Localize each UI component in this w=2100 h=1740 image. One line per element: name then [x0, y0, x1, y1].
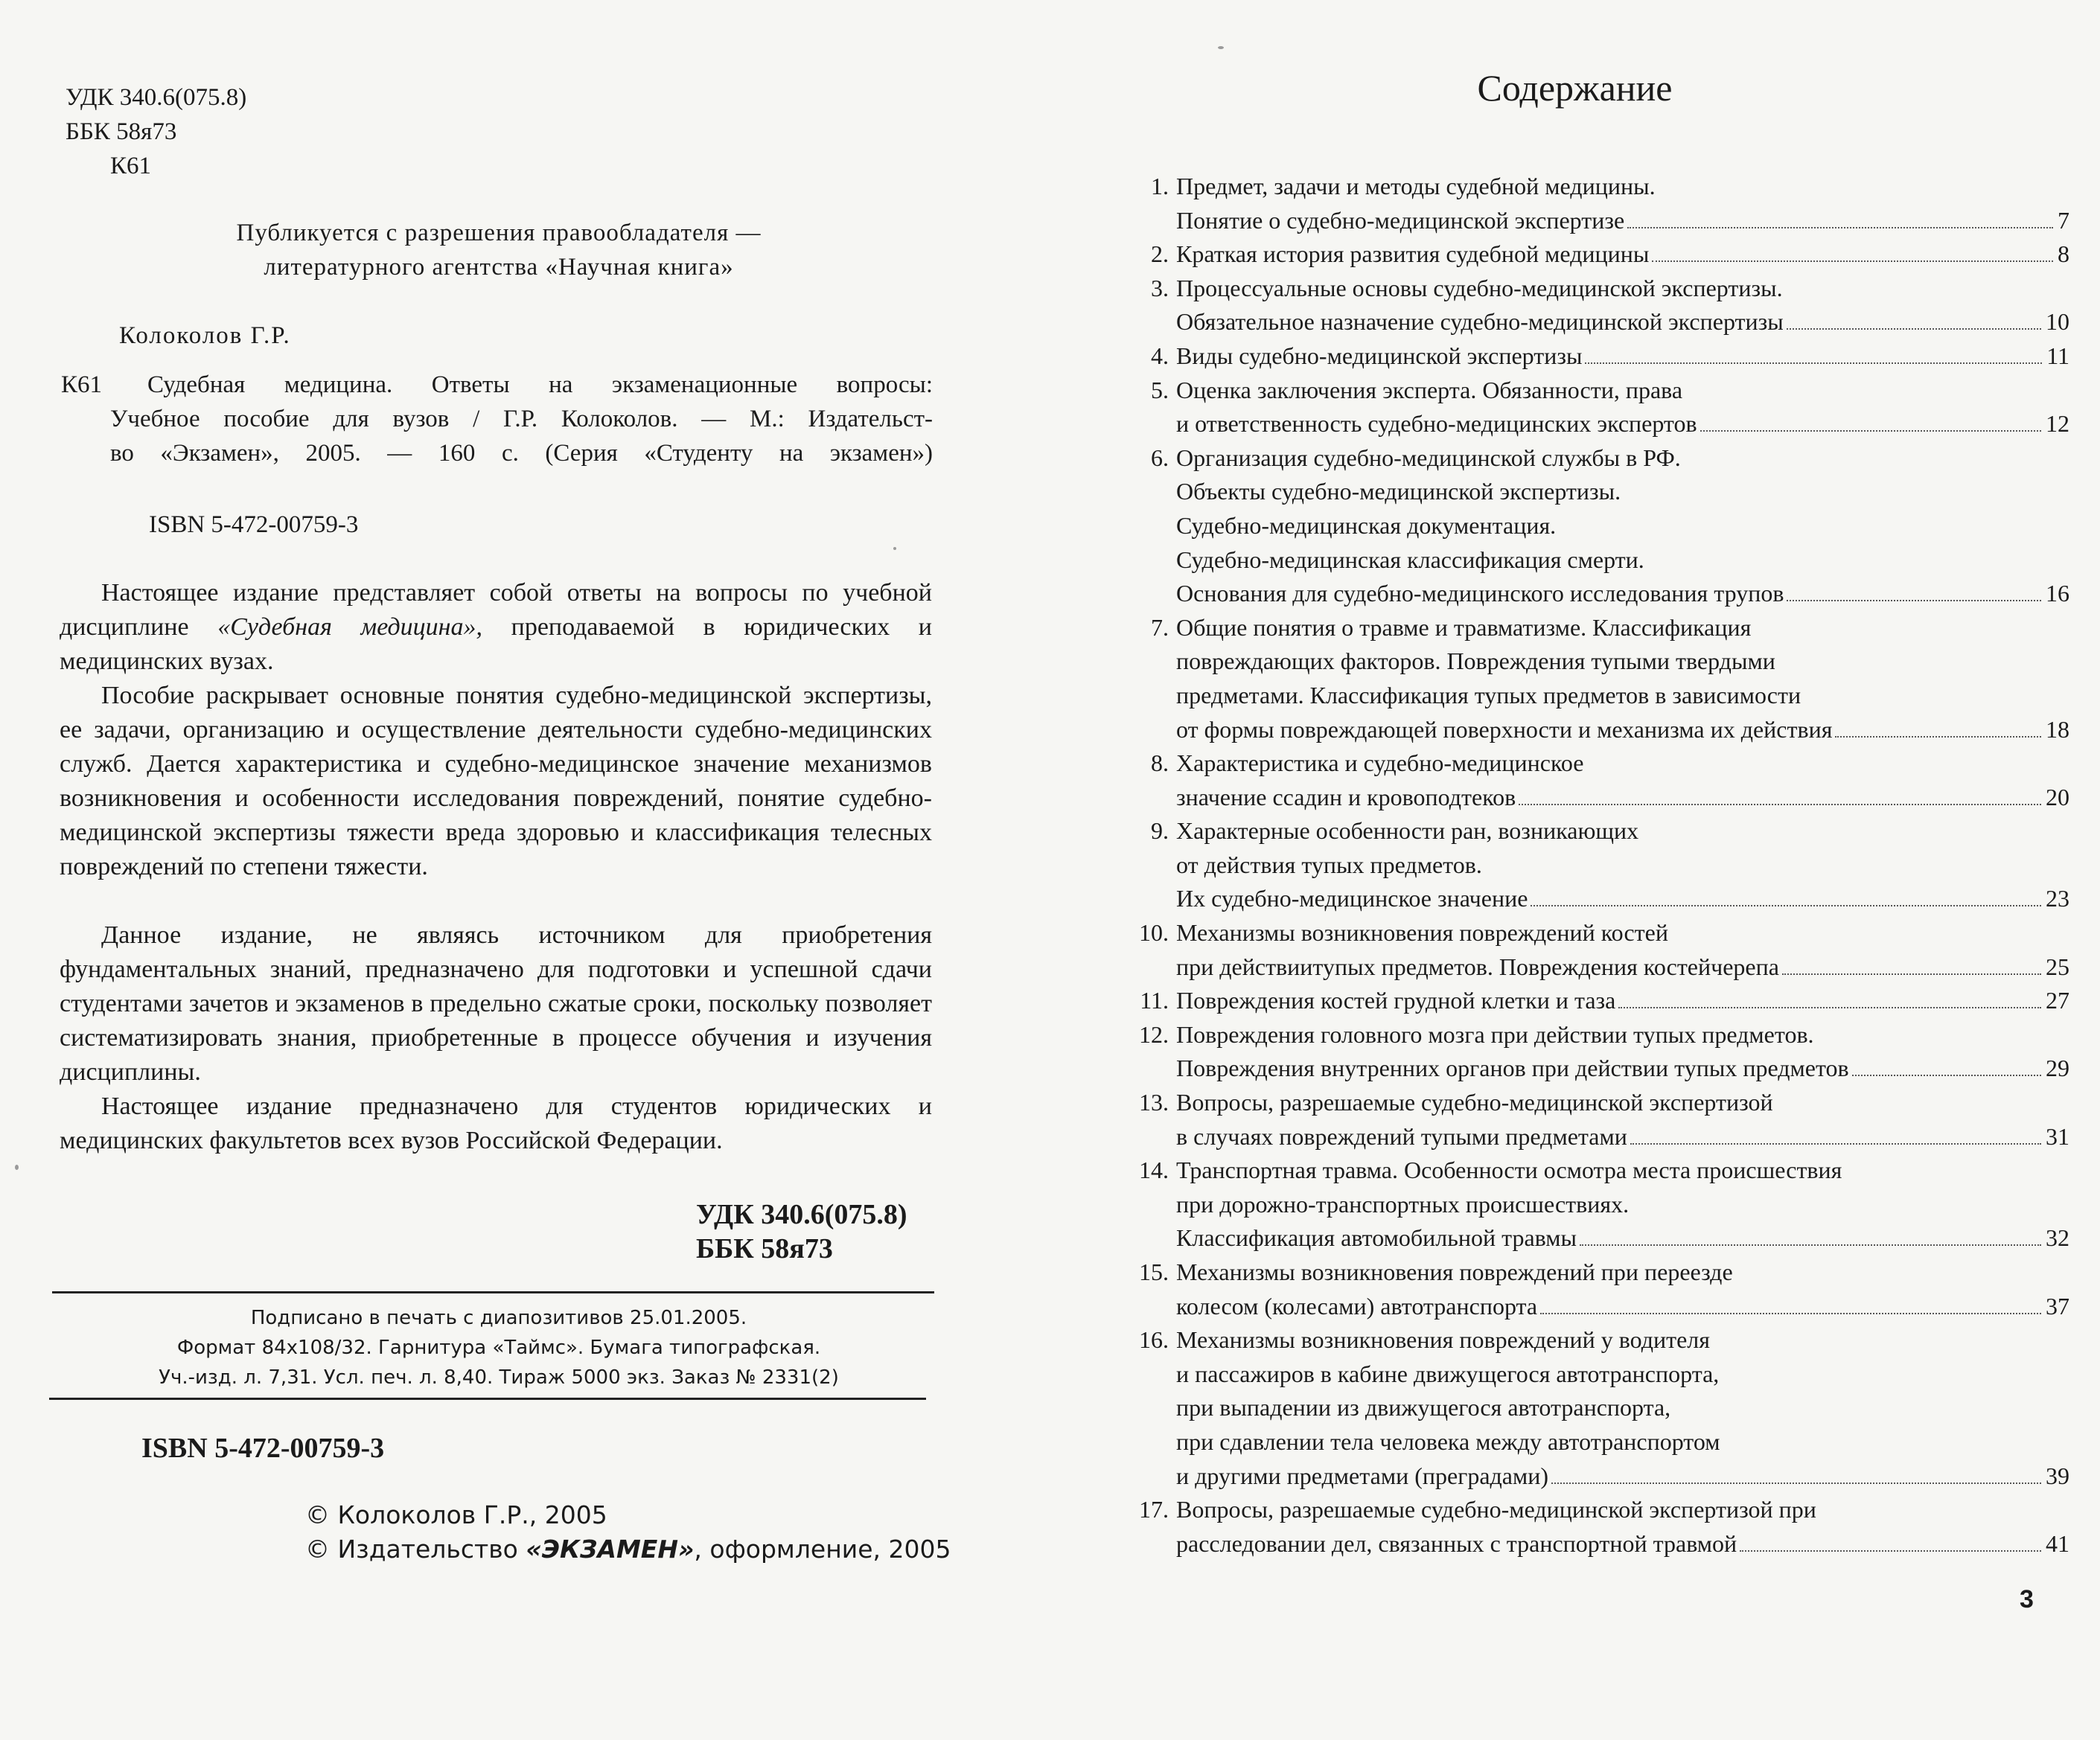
discipline-name: «Судебная медицина»,: [217, 613, 483, 641]
toc-line: [1087, 1493, 2069, 1527]
copyright-publisher-suffix: , оформление, 2005: [694, 1535, 951, 1564]
toc-entry-title: Организация судебно-медицинской службы в РФ.: [1176, 444, 1681, 471]
toc-line: [1087, 577, 2069, 611]
catalog-code: К61: [61, 371, 103, 398]
toc-entry: [1087, 746, 2069, 814]
toc-line: [1087, 679, 2069, 713]
toc-page-number: 11: [2046, 342, 2069, 369]
udk-bold: УДК 340.6(075.8): [696, 1199, 907, 1230]
toc-dot-leader: [1852, 1075, 2041, 1076]
toc-entry: [1087, 916, 2069, 984]
isbn-line: ISBN 5-472-00759-3: [149, 511, 359, 538]
toc-entry-title: Краткая история развития судебной медицины: [1176, 240, 1650, 268]
toc-entry-title: и пассажиров в кабине движущегося автотранспорта,: [1176, 1360, 1720, 1387]
toc-entry: [1087, 611, 2069, 746]
toc-entry: [1087, 272, 2069, 339]
toc-line: [1087, 713, 2069, 747]
toc-entry-title: Механизмы возникновения повреждений костей: [1176, 919, 1668, 947]
toc-line: [1087, 272, 2069, 306]
toc-line: [1087, 1323, 2069, 1357]
toc-entry-title: Механизмы возникновения повреждений при переезде: [1176, 1258, 1733, 1285]
annotation-paragraph-4: Настоящее издание предназначено для студентов юридических и медицинских факультетов всех вузов Российской Федерации.: [60, 1093, 932, 1154]
copyright-author: © Колоколов Г.Р., 2005: [305, 1500, 607, 1529]
toc-dot-leader: [1580, 1244, 2041, 1246]
toc-page-number: 37: [2046, 1292, 2069, 1320]
toc-entry-title: Предмет, задачи и методы судебной медицины.: [1176, 173, 1656, 199]
toc-entry-number: 5.: [1151, 376, 1169, 403]
annotation-paragraph-1: [60, 576, 932, 679]
toc-entry-number: 8.: [1151, 749, 1169, 777]
toc-entry-title: Судебно-медицинская классификация смерти.: [1176, 546, 1644, 573]
toc-page-number: 18: [2046, 715, 2069, 743]
toc-line: [1087, 1154, 2069, 1188]
toc-line: [1087, 848, 2069, 883]
catalog-line-1: Судебная медицина. Ответы на экзаменационные вопросы:: [147, 371, 933, 398]
toc-entry-title: Вопросы, разрешаемые судебно-медицинской экспертизой при: [1176, 1496, 1816, 1523]
toc-dot-leader: [1531, 905, 2041, 906]
toc-dot-leader: [1740, 1550, 2041, 1552]
toc-entry: [1087, 339, 2069, 374]
toc-dot-leader: [1540, 1313, 2041, 1314]
toc-entry-number: 17.: [1139, 1496, 1169, 1523]
toc-entry-title: предметами. Классификация тупых предметов в зависимости: [1176, 681, 1801, 709]
toc-line: [1087, 1120, 2069, 1154]
toc-entry-title: Общие понятия о травме и травматизме. Классификация: [1176, 613, 1752, 641]
toc-page-number: 10: [2046, 308, 2069, 336]
toc-line: [1087, 1018, 2069, 1052]
toc-page-number: 29: [2046, 1055, 2069, 1082]
toc-entry-title: колесом (колесами) автотранспорта: [1176, 1292, 1538, 1320]
toc-dot-leader: [1618, 1007, 2041, 1008]
toc-page-number: 39: [2046, 1462, 2069, 1489]
toc-dot-leader: [1585, 362, 2042, 364]
bbk-bold: ББК 58я73: [696, 1233, 833, 1264]
toc-dot-leader: [1787, 600, 2041, 601]
toc-entry: [1087, 170, 2069, 237]
scan-speck: [893, 547, 896, 550]
catalog-line-2: Учебное пособие для вузов / Г.Р. Колоколов. — М.: Издательст-: [110, 406, 933, 432]
toc-entry: [1087, 1086, 2069, 1154]
toc-entry-number: 1.: [1151, 173, 1169, 199]
toc-line: [1087, 644, 2069, 679]
toc-entry-title: при выпадении из движущегося автотранспорта,: [1176, 1394, 1671, 1421]
toc-page-number: 25: [2046, 953, 2069, 980]
udk-code: УДК 340.6(075.8): [66, 84, 247, 111]
toc-line: [1087, 374, 2069, 408]
imprint-line-3: Уч.-изд. л. 7,31. Усл. печ. л. 8,40. Тираж 5000 экз. Заказ № 2331(2): [159, 1366, 839, 1389]
toc-entry: [1087, 1018, 2069, 1086]
toc-entry-number: 4.: [1151, 342, 1169, 369]
toc-line: [1087, 814, 2069, 848]
toc-entry-title: Характерные особенности ран, возникающих: [1176, 817, 1639, 845]
permission-line-1: Публикуется с разрешения правообладателя —: [236, 220, 762, 246]
publisher-name: «ЭКЗАМЕН»: [526, 1535, 695, 1564]
toc-title: Содержание: [1477, 67, 1673, 109]
toc-line: [1087, 746, 2069, 781]
toc-line: [1087, 916, 2069, 950]
toc-entry-title: Транспортная травма. Особенности осмотра места происшествия: [1176, 1157, 1842, 1184]
toc-line: [1087, 475, 2069, 509]
toc-entry-title: Механизмы возникновения повреждений у водителя: [1176, 1326, 1710, 1354]
toc-dot-leader: [1782, 973, 2041, 975]
toc-line: [1087, 1052, 2069, 1086]
toc-entry: [1087, 814, 2069, 916]
toc-dot-leader: [1835, 736, 2041, 738]
toc-line: [1087, 781, 2069, 815]
toc-entry: [1087, 1493, 2069, 1561]
toc-page-number: 27: [2046, 987, 2069, 1014]
toc-entry-title: при дорожно-транспортных происшествиях.: [1176, 1190, 1630, 1218]
table-of-contents: [1087, 170, 2069, 1561]
scan-speck: [1218, 46, 1224, 49]
toc-page-number: 8: [2058, 240, 2069, 268]
toc-line: [1087, 407, 2069, 441]
toc-line: [1087, 339, 2069, 374]
toc-entry-title: Процессуальные основы судебно-медицинской экспертизы.: [1176, 274, 1783, 301]
toc-entry-title: Повреждения внутренних органов при действии тупых предметов: [1176, 1055, 1849, 1082]
imprint-top-rule: [52, 1291, 934, 1293]
imprint-line-2: Формат 84x108/32. Гарнитура «Таймс». Бумага типографская.: [176, 1337, 821, 1359]
toc-entry: [1087, 374, 2069, 441]
toc-entry-title: и другими предметами (преградами): [1176, 1462, 1549, 1489]
toc-line: [1087, 1391, 2069, 1425]
toc-entry: [1087, 984, 2069, 1018]
toc-entry: [1087, 441, 2069, 611]
toc-entry-title: и ответственность судебно-медицинских экспертов: [1176, 410, 1697, 438]
toc-entry-title: при действиитупых предметов. Повреждения костейчерепа: [1176, 953, 1779, 980]
toc-entry-title: Повреждения костей грудной клетки и таза: [1176, 987, 1616, 1014]
toc-entry-title: Судебно-медицинская документация.: [1176, 511, 1557, 539]
toc-dot-leader: [1630, 1143, 2041, 1145]
toc-entry-title: в случаях повреждений тупыми предметами: [1176, 1122, 1627, 1150]
toc-line: [1087, 882, 2069, 916]
toc-entry-number: 13.: [1139, 1089, 1169, 1116]
toc-entry: [1087, 1323, 2069, 1493]
toc-entry-title: Характеристика и судебно-медицинское: [1176, 749, 1584, 777]
toc-page-number: 31: [2046, 1122, 2069, 1150]
toc-line: [1087, 1527, 2069, 1561]
toc-line: [1087, 204, 2069, 238]
right-page: [1050, 0, 2100, 1740]
bbk-code: ББК 58я73: [66, 118, 177, 145]
imprint-bottom-rule: [49, 1398, 926, 1400]
toc-entry-title: Основания для судебно-медицинского исследования трупов: [1176, 580, 1784, 607]
toc-page-number: 41: [2046, 1529, 2069, 1557]
paragraph-1-start: Настоящее издание представляет собой ответы на вопросы по учебной дисциплине: [60, 579, 932, 641]
toc-dot-leader: [1652, 260, 2053, 262]
toc-line: [1087, 237, 2069, 272]
toc-entry-number: 2.: [1151, 240, 1169, 268]
toc-line: [1087, 611, 2069, 645]
toc-page-number: 7: [2058, 206, 2069, 234]
annotation-paragraph-2: Пособие раскрывает основные понятия судебно-медицинской экспертизы, ее задачи, организацию и осуществление деятельности судебно-медицинских служб. Дается характеристика и судебно-медицинское значение механизмов возникновения и особенности исследования повреждений, понятие судебно-медицинской экспертизы тяжести вреда здоровью и классификация телесных повреждений по степени тяжести.: [60, 682, 932, 880]
toc-page-number: 20: [2046, 783, 2069, 810]
toc-entry-number: 9.: [1151, 817, 1169, 845]
catalog-line-3: во «Экзамен», 2005. — 160 с. (Серия «Студенту на экзамен»): [110, 440, 933, 467]
toc-entry-title: Понятие о судебно-медицинской экспертизе: [1176, 206, 1625, 234]
toc-entry-title: Оценка заключения эксперта. Обязанности, права: [1176, 376, 1683, 403]
toc-entry-title: Повреждения головного мозга при действии тупых предметов.: [1176, 1020, 1814, 1048]
toc-entry-number: 10.: [1139, 919, 1169, 947]
toc-entry-title: значение ссадин и кровоподтеков: [1176, 783, 1516, 810]
toc-line: [1087, 1357, 2069, 1392]
toc-line: [1087, 1221, 2069, 1256]
toc-line: [1087, 1425, 2069, 1459]
toc-entry: [1087, 1154, 2069, 1256]
toc-entry-number: 7.: [1151, 613, 1169, 641]
toc-line: [1087, 1086, 2069, 1120]
toc-page-number: 23: [2046, 885, 2069, 912]
toc-line: [1087, 441, 2069, 476]
toc-line: [1087, 950, 2069, 985]
toc-line: [1087, 1188, 2069, 1222]
toc-page-number: 16: [2046, 580, 2069, 607]
toc-line: [1087, 984, 2069, 1018]
toc-line: [1087, 1290, 2069, 1324]
toc-entry-title: Классификация автомобильной травмы: [1176, 1224, 1577, 1252]
toc-dot-leader: [1627, 227, 2053, 228]
toc-line: [1087, 1256, 2069, 1290]
toc-entry: [1087, 237, 2069, 272]
toc-entry-title: при сдавлении тела человека между автотранспортом: [1176, 1427, 1720, 1455]
toc-dot-leader: [1551, 1482, 2041, 1484]
toc-page-number: 12: [2046, 410, 2069, 438]
toc-entry-number: 16.: [1139, 1326, 1169, 1354]
toc-dot-leader: [1519, 804, 2041, 805]
scan-speck: [15, 1165, 19, 1170]
toc-entry-title: Объекты судебно-медицинской экспертизы.: [1176, 478, 1621, 505]
toc-entry-title: Обязательное назначение судебно-медицинской экспертизы: [1176, 308, 1784, 336]
toc-line: [1087, 509, 2069, 543]
page-number: 3: [2020, 1585, 2034, 1613]
toc-entry-number: 6.: [1151, 444, 1169, 471]
toc-line: [1087, 305, 2069, 339]
author-heading: Колоколов Г.Р.: [119, 322, 291, 349]
toc-line: [1087, 170, 2069, 204]
annotation-paragraph-3: Данное издание, не являясь источником для приобретения фундаментальных знаний, предназначено для подготовки и успешной сдачи студентами зачетов и экзаменов в предельно сжатые сроки, поскольку позволяет систематизировать знания, приобретенные в процессе обучения и изучения дисциплины.: [60, 921, 932, 1086]
toc-entry-number: 11.: [1140, 987, 1169, 1014]
toc-entry-title: Виды судебно-медицинской экспертизы: [1176, 342, 1583, 369]
toc-entry-title: повреждающих факторов. Повреждения тупыми твердыми: [1176, 647, 1775, 675]
toc-entry-number: 12.: [1139, 1020, 1169, 1048]
toc-entry-number: 14.: [1139, 1157, 1169, 1184]
isbn-bold: ISBN 5-472-00759-3: [141, 1433, 385, 1464]
toc-line: [1087, 543, 2069, 578]
author-mark: К61: [110, 153, 152, 179]
toc-entry-title: Вопросы, разрешаемые судебно-медицинской экспертизой: [1176, 1089, 1773, 1116]
toc-page-number: 32: [2046, 1224, 2069, 1252]
permission-line-2: литературного агентства «Научная книга»: [264, 254, 734, 281]
imprint-line-1: Подписано в печать с диапозитивов 25.01.2005.: [250, 1307, 747, 1329]
toc-entry-title: от действия тупых предметов.: [1176, 851, 1482, 878]
toc-entry-number: 15.: [1139, 1258, 1169, 1285]
toc-entry: [1087, 1256, 2069, 1323]
paragraph-1-end: преподаваемой в юридических и медицинских вузах.: [60, 613, 932, 675]
toc-line: [1087, 1459, 2069, 1494]
toc-entry-title: Их судебно-медицинское значение: [1176, 885, 1528, 912]
toc-entry-title: от формы повреждающей поверхности и механизма их действия: [1176, 715, 1833, 743]
copyright-publisher-prefix: © Издательство: [305, 1535, 526, 1564]
toc-dot-leader: [1787, 328, 2041, 330]
copyright-publisher: [305, 1533, 951, 1566]
toc-entry-number: 3.: [1151, 274, 1169, 301]
toc-dot-leader: [1700, 430, 2041, 432]
toc-entry-title: расследовании дел, связанных с транспортной травмой: [1176, 1529, 1737, 1557]
